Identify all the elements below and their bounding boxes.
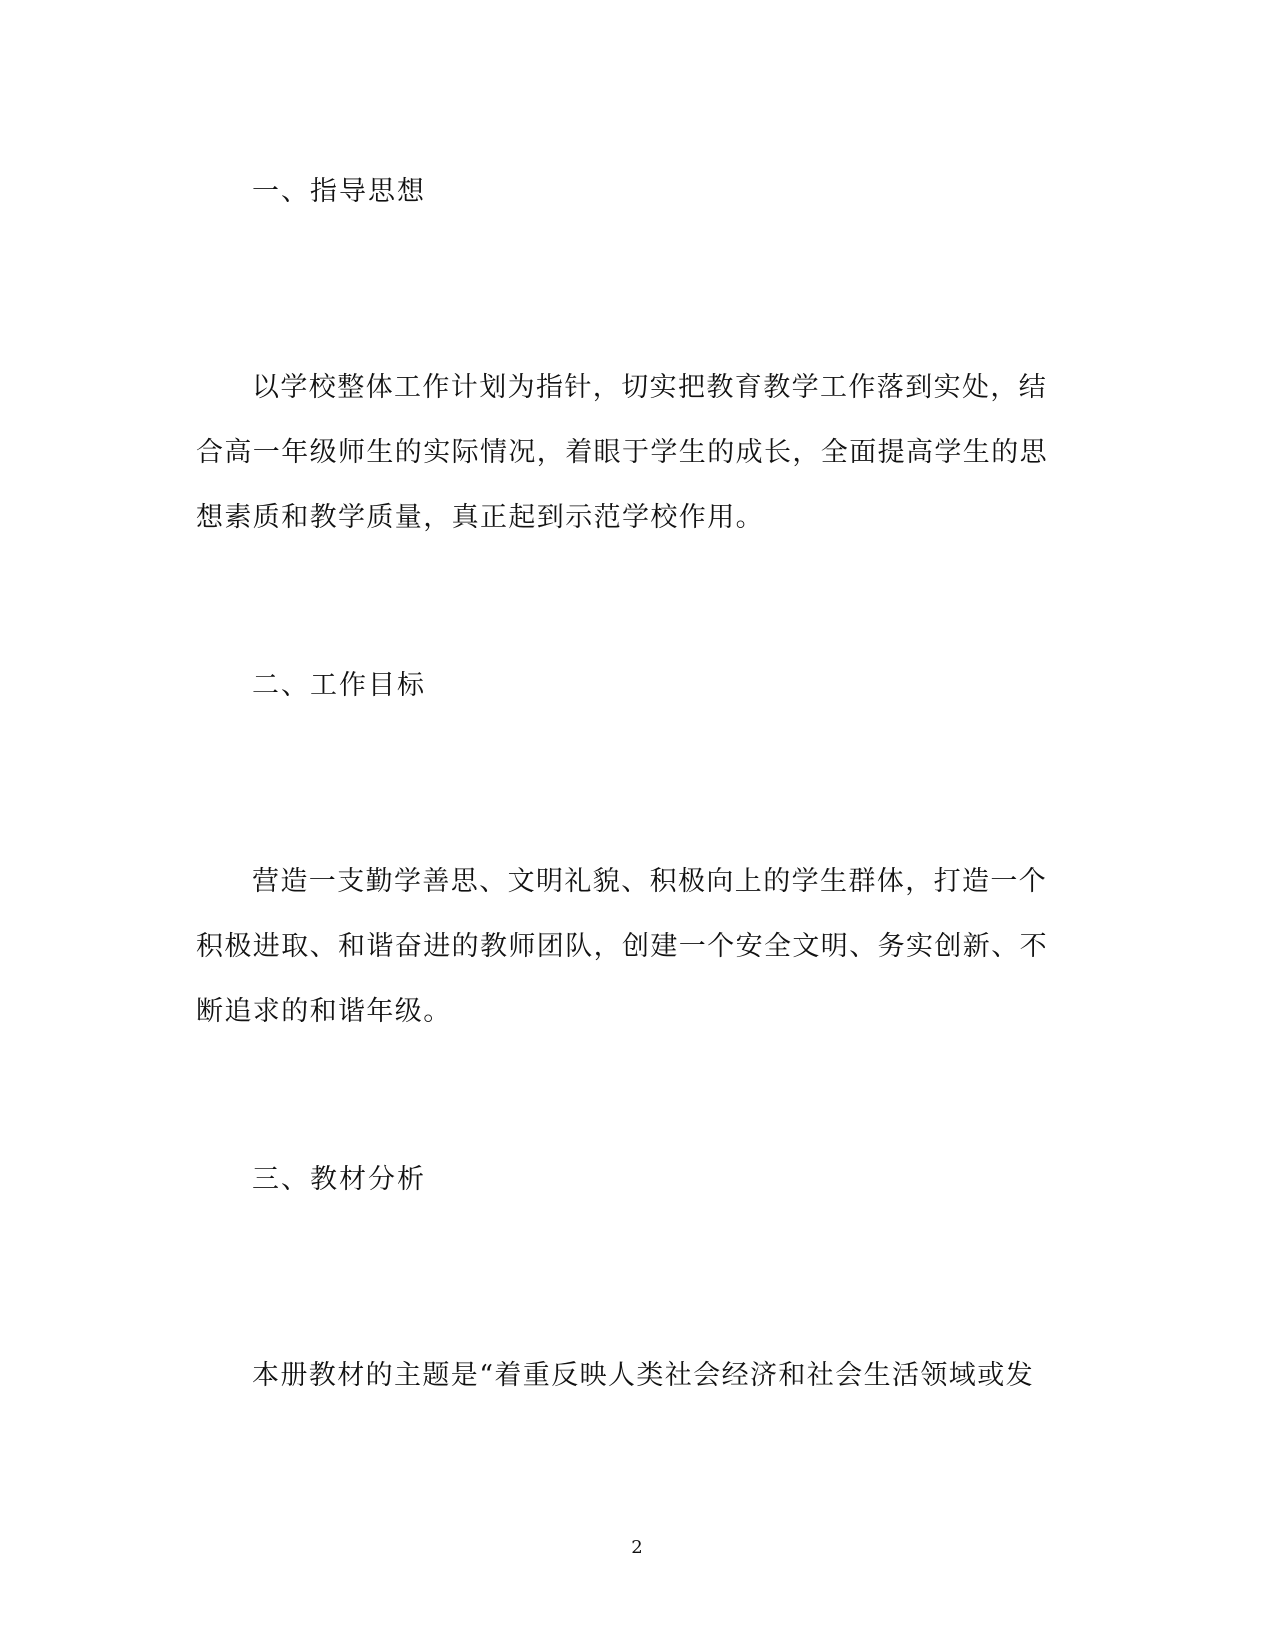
paragraph-line: 积极进取、和谐奋进的教师团队，创建一个安全文明、务实创新、不 — [196, 931, 1048, 962]
paragraph-line: 营造一支勤学善思、文明礼貌、积极向上的学生群体，打造一个 — [252, 866, 1048, 897]
paragraph-line: 想素质和教学质量，真正起到示范学校作用。 — [196, 502, 764, 533]
section-heading-work-goals: 二、工作目标 — [252, 670, 426, 701]
page-number: 2 — [631, 1537, 643, 1558]
paragraph-line: 合高一年级师生的实际情况，着眼于学生的成长，全面提高学生的思 — [196, 437, 1048, 468]
paragraph-line: 本册教材的主题是“着重反映人类社会经济和社会生活领域或发 — [252, 1360, 1035, 1391]
section-heading-guiding-ideology: 一、指导思想 — [252, 176, 426, 207]
paragraph-guiding-ideology — [196, 355, 1076, 550]
paragraph-line: 以学校整体工作计划为指针，切实把教育教学工作落到实处，结 — [252, 372, 1048, 403]
paragraph-line: 断追求的和谐年级。 — [196, 996, 452, 1027]
section-heading-textbook-analysis: 三、教材分析 — [252, 1164, 426, 1195]
paragraph-textbook-analysis — [196, 1343, 1076, 1408]
paragraph-work-goals — [196, 849, 1076, 1044]
